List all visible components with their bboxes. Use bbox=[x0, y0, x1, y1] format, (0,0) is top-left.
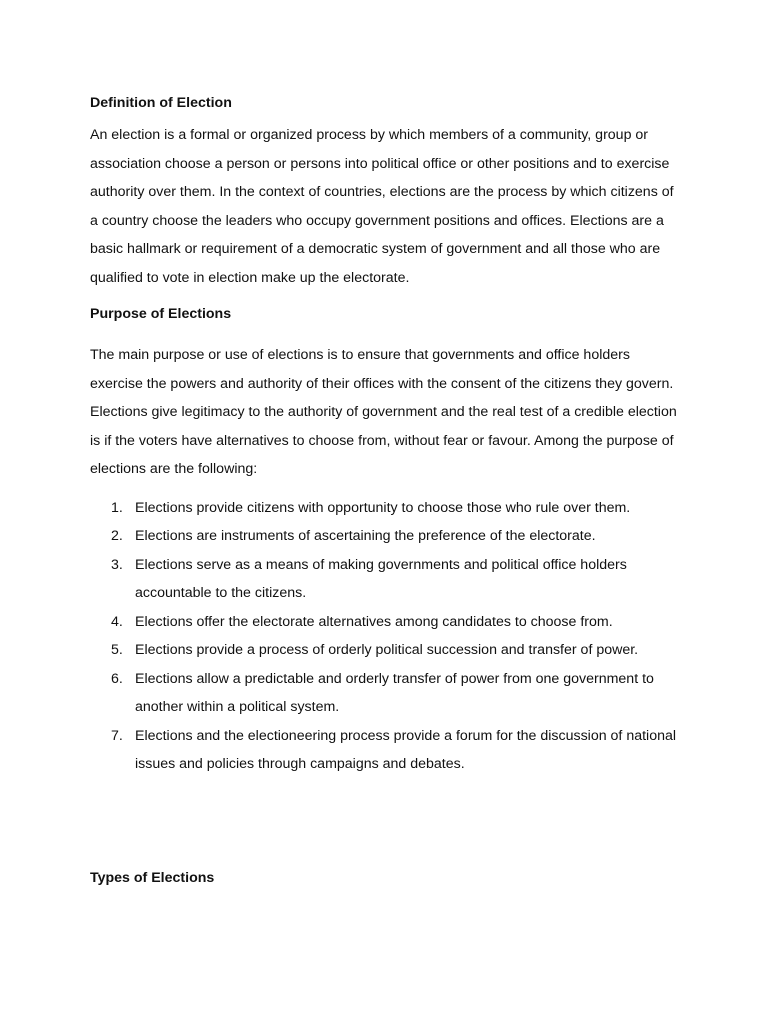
document-content bbox=[90, 93, 680, 779]
list-item-number: 2. bbox=[111, 528, 123, 544]
list-item bbox=[90, 665, 680, 722]
purpose-paragraph: The main purpose or use of elections is to ensure that governments and office holders exercise the powers and authority of their offices with the consent of the citizens they govern. Elections give legitimacy to the authority of government and the real test of a credible election is if the voters have alternatives to choose from, without fear or favour. Among the purpose of elections are the following: bbox=[90, 347, 677, 477]
list-item-text: Elections offer the electorate alternatives among candidates to choose from. bbox=[135, 613, 613, 630]
list-item-number: 4. bbox=[111, 613, 123, 630]
list-item-text: Elections serve as a means of making governments and political office holders accountable to the citizens. bbox=[135, 556, 627, 601]
section-heading-purpose: Purpose of Elections bbox=[90, 306, 232, 322]
list-item-text: Elections and the electioneering process provide a forum for the discussion of national issues and policies through campaigns and debates. bbox=[135, 727, 677, 772]
section-heading-types: Types of Elections bbox=[90, 870, 215, 886]
list-item-number: 3. bbox=[111, 556, 123, 573]
list-item-text: Elections provide a process of orderly political succession and transfer of power. bbox=[135, 642, 639, 658]
list-item-number: 7. bbox=[111, 727, 123, 744]
list-item-text: Elections provide citizens with opportunity to choose those who rule over them. bbox=[135, 499, 631, 516]
list-item-number: 6. bbox=[111, 670, 123, 687]
definition-paragraph: An election is a formal or organized process by which members of a community, group or association choose a person or persons into political office or other positions and to exercise authority over them. In the context of countries, elections are the process by which citizens of a country choose the leaders who occupy government positions and offices. Elections are a basic hallmark or requirement of a democratic system of government and all those who are qualified to vote in election make up the electorate. bbox=[90, 127, 674, 286]
list-item bbox=[90, 636, 680, 665]
list-item-text: Elections allow a predictable and orderly transfer of power from one government to another within a political system. bbox=[135, 670, 654, 715]
list-item bbox=[90, 522, 680, 551]
list-item-number: 5. bbox=[111, 642, 123, 658]
list-item-number: 1. bbox=[111, 499, 123, 516]
purpose-list bbox=[90, 494, 680, 779]
list-item bbox=[90, 494, 680, 523]
list-item bbox=[90, 722, 680, 779]
list-item bbox=[90, 608, 680, 637]
list-item bbox=[90, 551, 680, 608]
section-heading-definition: Definition of Election bbox=[90, 95, 232, 111]
list-item-text: Elections are instruments of ascertaining the preference of the electorate. bbox=[135, 528, 596, 544]
